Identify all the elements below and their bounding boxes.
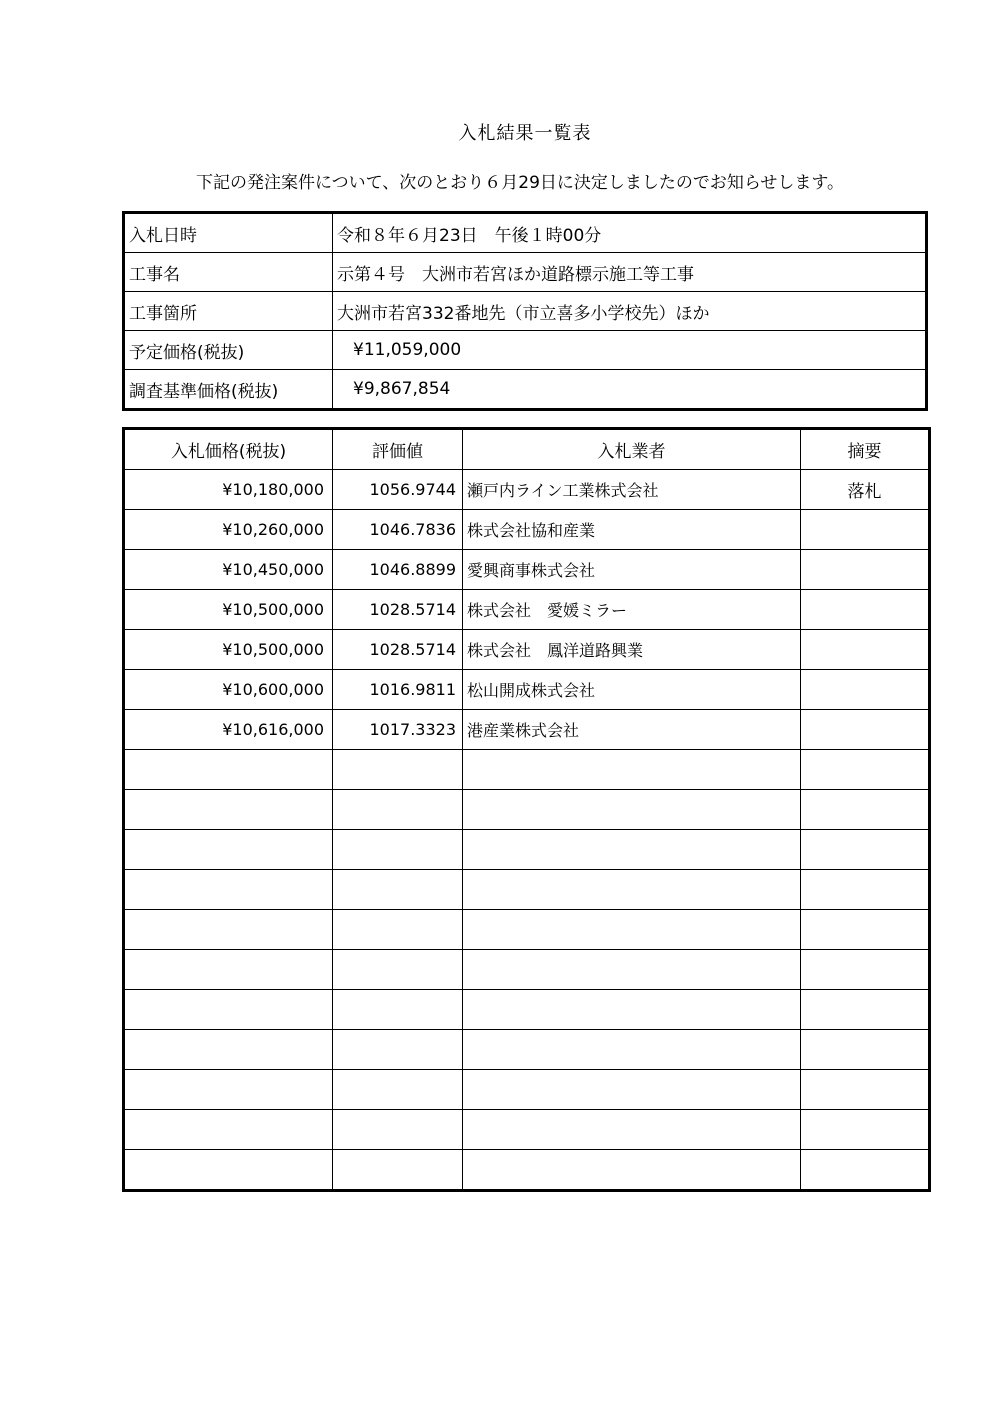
bidder-cell: [463, 950, 801, 990]
note-cell: 落札: [801, 470, 930, 510]
note-cell: [801, 830, 930, 870]
note-cell: [801, 910, 930, 950]
note-cell: [801, 790, 930, 830]
score-cell: [333, 1110, 463, 1150]
table-row: [124, 630, 930, 670]
bidder-cell: 愛興商事株式会社: [463, 550, 801, 590]
info-table: [122, 211, 928, 411]
header-score: 評価値: [333, 429, 463, 470]
price-cell: [124, 1030, 333, 1070]
bidder-cell: 松山開成株式会社: [463, 670, 801, 710]
note-cell: [801, 870, 930, 910]
bidder-cell: [463, 790, 801, 830]
score-cell: [333, 990, 463, 1030]
score-cell: [333, 830, 463, 870]
price-cell: [124, 910, 333, 950]
note-cell: [801, 1070, 930, 1110]
table-row: [124, 1110, 930, 1150]
note-cell: [801, 750, 930, 790]
score-cell: [333, 950, 463, 990]
note-cell: [801, 510, 930, 550]
score-cell: 1046.7836: [333, 510, 463, 550]
bidder-cell: 港産業株式会社: [463, 710, 801, 750]
info-row-base-price: [124, 370, 927, 410]
info-value: ¥9,867,854: [333, 370, 927, 410]
note-cell: [801, 1150, 930, 1191]
bidder-cell: [463, 990, 801, 1030]
results-table: [122, 427, 931, 1192]
price-cell: ¥10,260,000: [124, 510, 333, 550]
price-cell: ¥10,180,000: [124, 470, 333, 510]
header-note: 摘要: [801, 429, 930, 470]
bidder-cell: 瀬戸内ライン工業株式会社: [463, 470, 801, 510]
table-row: [124, 470, 930, 510]
info-value: 大洲市若宮332番地先（市立喜多小学校先）ほか: [333, 292, 927, 331]
bidder-cell: 株式会社協和産業: [463, 510, 801, 550]
note-cell: [801, 630, 930, 670]
score-cell: [333, 790, 463, 830]
table-row: [124, 550, 930, 590]
table-row: [124, 790, 930, 830]
info-row-project: [124, 253, 927, 292]
note-cell: [801, 1110, 930, 1150]
price-cell: [124, 950, 333, 990]
header-bidder: 入札業者: [463, 429, 801, 470]
score-cell: [333, 750, 463, 790]
score-cell: 1028.5714: [333, 630, 463, 670]
price-cell: ¥10,500,000: [124, 590, 333, 630]
price-cell: [124, 790, 333, 830]
price-cell: ¥10,500,000: [124, 630, 333, 670]
score-cell: 1046.8899: [333, 550, 463, 590]
info-label: 入札日時: [124, 213, 333, 253]
table-row: [124, 1030, 930, 1070]
info-label: 工事名: [124, 253, 333, 292]
bidder-cell: 株式会社 鳳洋道路興業: [463, 630, 801, 670]
note-cell: [801, 670, 930, 710]
bidder-cell: [463, 1110, 801, 1150]
info-row-location: [124, 292, 927, 331]
note-cell: [801, 710, 930, 750]
score-cell: [333, 1030, 463, 1070]
table-row: [124, 1150, 930, 1191]
info-label: 予定価格(税抜): [124, 331, 333, 370]
bidder-cell: [463, 910, 801, 950]
price-cell: [124, 1150, 333, 1191]
price-cell: ¥10,450,000: [124, 550, 333, 590]
table-row: [124, 990, 930, 1030]
results-header-row: [124, 429, 930, 470]
header-price: 入札価格(税抜): [124, 429, 333, 470]
bidder-cell: [463, 1150, 801, 1191]
info-value: ¥11,059,000: [333, 331, 927, 370]
bidder-cell: [463, 1070, 801, 1110]
bidder-cell: [463, 830, 801, 870]
score-cell: 1016.9811: [333, 670, 463, 710]
info-label: 調査基準価格(税抜): [124, 370, 333, 410]
table-row: [124, 1070, 930, 1110]
note-cell: [801, 590, 930, 630]
table-row: [124, 870, 930, 910]
intro-text: 下記の発注案件について、次のとおり６月29日に決定しましたのでお知らせします。: [195, 173, 845, 193]
info-row-date: [124, 213, 927, 253]
table-row: [124, 510, 930, 550]
note-cell: [801, 990, 930, 1030]
info-value: 示第４号 大洲市若宮ほか道路標示施工等工事: [333, 253, 927, 292]
table-row: [124, 910, 930, 950]
score-cell: [333, 870, 463, 910]
score-cell: 1056.9744: [333, 470, 463, 510]
score-cell: [333, 1150, 463, 1191]
price-cell: [124, 1110, 333, 1150]
score-cell: 1017.3323: [333, 710, 463, 750]
table-row: [124, 710, 930, 750]
table-row: [124, 670, 930, 710]
table-row: [124, 950, 930, 990]
price-cell: [124, 830, 333, 870]
price-cell: [124, 870, 333, 910]
score-cell: 1028.5714: [333, 590, 463, 630]
info-row-planned-price: [124, 331, 927, 370]
table-row: [124, 590, 930, 630]
score-cell: [333, 1070, 463, 1110]
price-cell: [124, 750, 333, 790]
price-cell: ¥10,600,000: [124, 670, 333, 710]
table-row: [124, 750, 930, 790]
note-cell: [801, 550, 930, 590]
info-value: 令和８年６月23日 午後１時00分: [333, 213, 927, 253]
results-body: [124, 470, 930, 1191]
bidder-cell: [463, 750, 801, 790]
info-label: 工事箇所: [124, 292, 333, 331]
page-title: 入札結果一覧表: [458, 123, 592, 144]
bidder-cell: 株式会社 愛媛ミラー: [463, 590, 801, 630]
bidder-cell: [463, 870, 801, 910]
score-cell: [333, 910, 463, 950]
bidder-cell: [463, 1030, 801, 1070]
price-cell: [124, 1070, 333, 1110]
price-cell: [124, 990, 333, 1030]
note-cell: [801, 1030, 930, 1070]
table-row: [124, 830, 930, 870]
note-cell: [801, 950, 930, 990]
price-cell: ¥10,616,000: [124, 710, 333, 750]
